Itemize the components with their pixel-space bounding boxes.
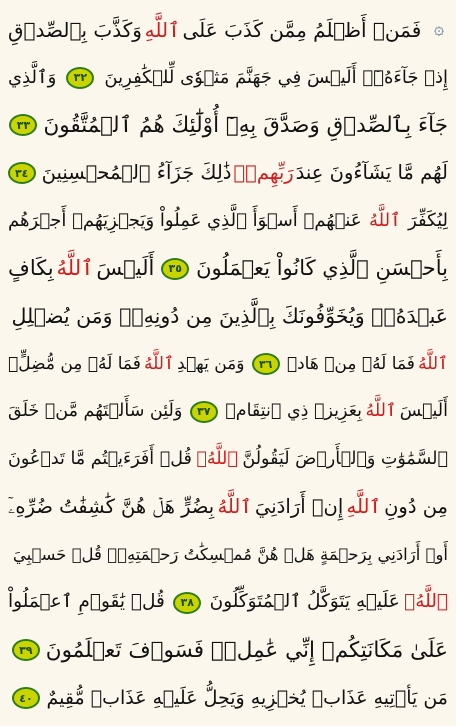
verse-text: وَٱلَّذِي: [8, 66, 57, 88]
divine-name-text: ٱللَّهُ: [144, 353, 174, 374]
verse-text: مَن يَأۡتِيهِ عَذَابٞ يُخۡزِيهِ وَيَحِلُّ عَلَيۡهِ عَذَابٞ مُّقِيمٌ: [46, 686, 448, 709]
divine-name-text: ٱللَّهُ: [418, 353, 448, 374]
ayah-number-marker: ٣٢: [66, 67, 94, 89]
verse-text: وَكَذَّبَ بِٱلصِّدۡقِ: [8, 17, 142, 42]
divine-name-text: ٱللَّهِ: [144, 17, 180, 42]
verse-text: وَلَئِن سَأَلۡتَهُم مَّنۡ خَلَقَ: [8, 400, 183, 421]
verse-text: عَلَىٰ مَكَانَتِكُمۡ إِنِّي عَٰمِلٞۖ فَسَوۡفَ تَعۡلَمُونَ: [45, 637, 448, 663]
verse-text: ٱلسَّمَٰوَٰتِ وَٱلۡأَرۡضَ لَيَقُولُنَّ: [242, 448, 448, 469]
divine-name-text: ٱللَّهُ: [217, 495, 252, 519]
verse-line: [8, 627, 448, 675]
verse-line-content: [8, 17, 448, 42]
verse-text: عَبۡدَهُۥۖ وَيُخَوِّفُونَكَ بِٱلَّذِينَ مِن دُونِهِۦۚ وَمَن يُضۡلِلِ: [11, 304, 448, 329]
ayah-number-marker: ٤٠: [12, 687, 40, 709]
verse-line-content: [8, 67, 448, 89]
verse-line: [8, 483, 448, 531]
verse-line: [8, 149, 448, 197]
verse-text: أَلَيۡسَ: [96, 256, 155, 281]
divine-name-text: رَبِّهِمۡۚ: [233, 161, 294, 185]
verse-line: [8, 292, 448, 340]
verse-text: أَلَيۡسَ: [399, 400, 448, 421]
divine-name-text: ٱللَّهُ: [56, 256, 94, 281]
verse-text: قُلۡ يَٰقَوۡمِ ٱعۡمَلُواْ: [8, 591, 165, 613]
verse-text: فَمَا لَهُۥ مِن مُّضِلٍّۗ: [8, 353, 141, 374]
verse-line-content: [8, 592, 448, 614]
verse-line-content: [8, 209, 448, 231]
divine-name-text: ٱللَّهُۖ: [404, 591, 448, 613]
verse-line: [8, 6, 448, 54]
verse-line: [8, 531, 448, 579]
verse-text: إِذۡ جَآءَهُۥٓۚ أَلَيۡسَ فِي جَهَنَّمَ مَثۡوٗى لِّلۡكَٰفِرِينَ: [104, 66, 448, 88]
verse-text: فَمَنۡ أَظۡلَمُ مِمَّن كَذَبَ عَلَى: [182, 17, 422, 42]
verse-line: [8, 579, 448, 627]
divine-name-text: ٱللَّهُۚ: [196, 448, 238, 469]
verse-line: [8, 101, 448, 149]
verse-line-content: [8, 114, 448, 136]
verse-text: فَمَا لَهُۥ مِنۡ هَادٖ: [286, 353, 415, 374]
ayah-number-marker: ٣٦: [252, 353, 280, 375]
verse-text: لَهُم مَّا يَشَآءُونَ عِندَ: [295, 161, 448, 185]
verse-text: بِضُرٍّ هَلۡ هُنَّ كَٰشِفَٰتُ ضُرِّهِۦٓ: [8, 495, 215, 519]
verse-text: مِن دُونِ: [384, 495, 448, 519]
verse-line-content: [8, 448, 448, 469]
verse-text: ذَٰلِكَ جَزَآءُ ٱلۡمُحۡسِنِينَ: [41, 161, 232, 185]
verse-line-content: [8, 162, 448, 184]
verse-line-content: [8, 497, 448, 517]
verse-text: لِيُكَفِّرَ: [408, 209, 448, 231]
verse-line-content: [8, 306, 448, 327]
verse-text: بِكَافٍ: [8, 256, 54, 281]
verse-text: وَمَن يَهۡدِ: [177, 353, 245, 374]
eight-pointed-star-icon: ۞: [434, 19, 444, 40]
verse-line: [8, 54, 448, 102]
verse-text: بِأَحۡسَنِ ٱلَّذِي كَانُواْ يَعۡمَلُونَ: [196, 256, 448, 281]
verse-line-content: [8, 687, 448, 709]
ayah-number-marker: ٣٤: [8, 162, 36, 184]
ayah-number-marker: ٣٧: [190, 401, 218, 423]
verse-text: عَنۡهُمۡ أَسۡوَأَ ٱلَّذِي عَمِلُواْ وَيَجۡزِيَهُمۡ أَجۡرَهُم: [8, 209, 362, 231]
ayah-number-marker: ٣٥: [161, 258, 189, 280]
verse-line: [8, 674, 448, 722]
verse-line: [8, 245, 448, 293]
verse-line-content: [8, 544, 448, 564]
verse-line: [8, 197, 448, 245]
verse-line: [8, 436, 448, 484]
verse-line: [8, 340, 448, 388]
divine-name-text: ٱللَّهُ: [369, 209, 401, 231]
verse-text: جَآءَ بِٱلصِّدۡقِ وَصَدَّقَ بِهِۦٓ أُوْلَٰٓئِكَ هُمُ ٱلۡمُتَّقُونَ: [43, 112, 448, 138]
verse-text: قُلۡ أَفَرَءَيۡتُم مَّا تَدۡعُونَ: [8, 448, 192, 469]
verse-text: إِنۡ أَرَادَنِيَ: [255, 495, 344, 519]
verse-text: عَلَيۡهِ يَتَوَكَّلُ ٱلۡمُتَوَكِّلُونَ: [209, 591, 400, 613]
verse-line-content: [8, 639, 448, 661]
divine-name-text: ٱللَّهُ: [365, 400, 397, 421]
divine-name-text: ٱللَّهِ: [346, 495, 381, 519]
verse-line-content: [8, 258, 448, 280]
ayah-number-marker: ٣٣: [9, 114, 37, 136]
verse-line-content: [8, 353, 448, 375]
verse-line: [8, 388, 448, 436]
ayah-number-marker: ٣٨: [173, 592, 201, 614]
verse-text: أَوۡ أَرَادَنِي بِرَحۡمَةٍ هَلۡ هُنَّ مُمۡسِكَٰتُ رَحۡمَتِهِۦۚ قُلۡ حَسۡبِيَ: [12, 544, 448, 564]
ayah-number-marker: ٣٩: [12, 639, 40, 661]
verse-text: بِعَزِيزٖ ذِي ٱنتِقَامٖ: [225, 400, 363, 421]
verse-line-content: [8, 401, 448, 423]
